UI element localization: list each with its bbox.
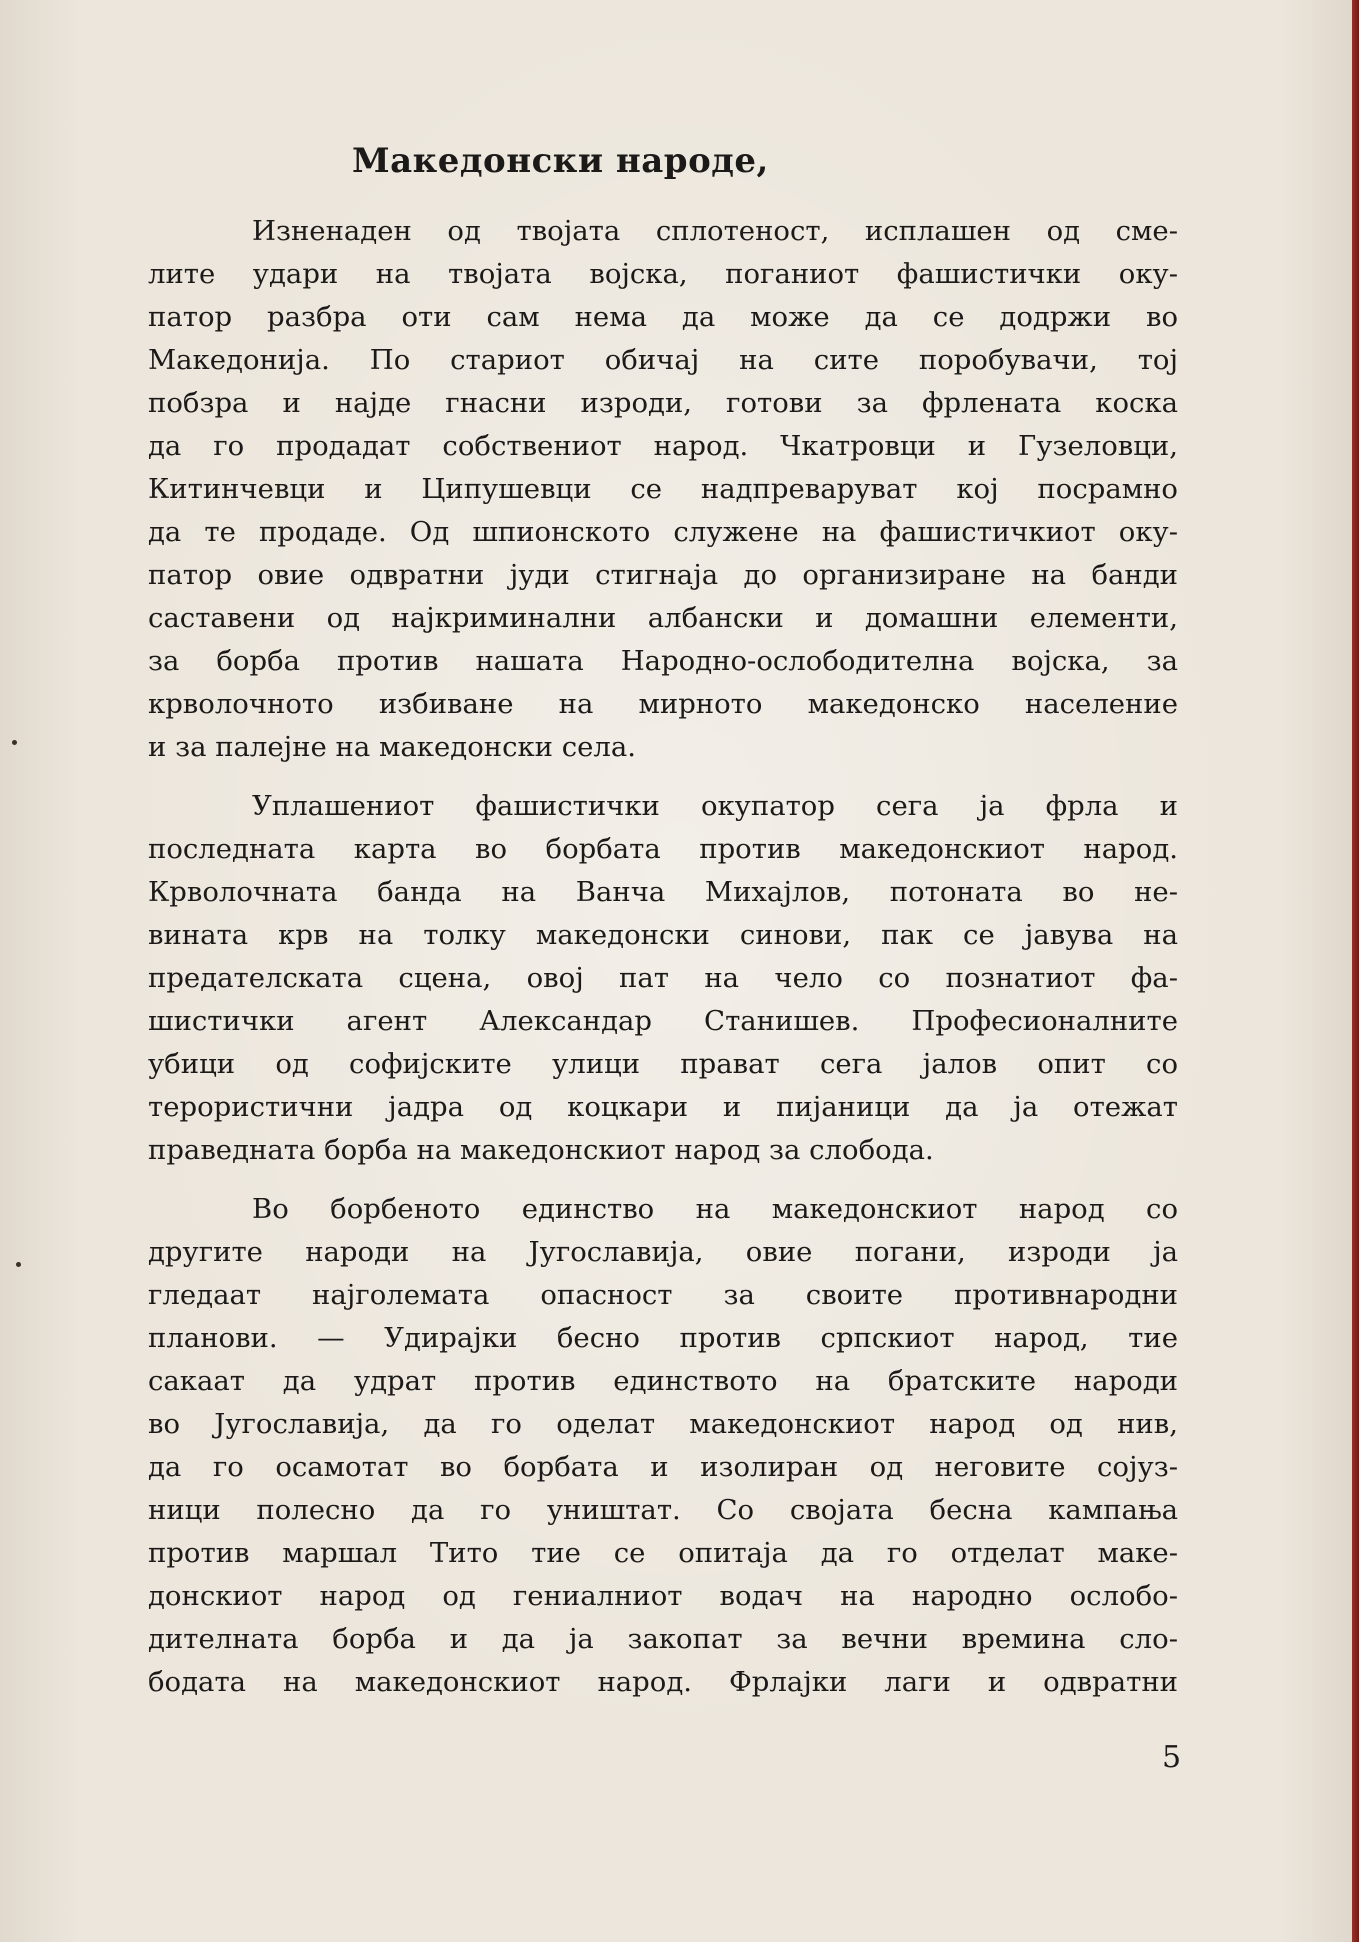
paragraph-2-line-2: последната карта во борбата против македонскиот народ.	[148, 833, 1178, 865]
paragraph-3-line-6: во Југославија, да го оделат македонскиот народ од нив,	[148, 1408, 1178, 1440]
paragraph-3-line-4: планови. — Удирајки бесно против српскиот народ, тие	[148, 1322, 1178, 1354]
page-number: 5	[1162, 1740, 1182, 1775]
paragraph-3-line-5: сакаат да удрат против единството на братските народи	[148, 1365, 1178, 1397]
paragraph-3-line-1: Во борбеното единство на македонскиот народ со	[252, 1193, 1178, 1225]
paragraph-3-line-12: бодата на македонскиот народ. Фрлајки лаги и одвратни	[148, 1666, 1178, 1698]
paragraph-1-line-3: патор разбра оти сам нема да може да се додржи во	[148, 301, 1178, 333]
paragraph-3-line-11: дителната борба и да ја закопат за вечни времина сло-	[148, 1623, 1178, 1655]
paragraph-2-line-8: терористични јадра од коцкари и пијаници да ја отежат	[148, 1091, 1178, 1123]
paragraph-1-line-10: саставени од најкриминални албански и домашни елементи,	[148, 602, 1178, 634]
paragraph-3-line-2: другите народи на Југославија, овие погани, изроди ја	[148, 1236, 1178, 1268]
page-title: Македонски народе,	[352, 141, 769, 181]
paragraph-1-line-6: да го продадат собствениот народ. Чкатровци и Гузеловци,	[148, 430, 1178, 462]
paragraph-1-line-7: Китинчевци и Ципушевци се надпреваруват кој посрамно	[148, 473, 1178, 505]
paragraph-2-line-7: убици од софијските улици прават сега јалов опит со	[148, 1048, 1178, 1080]
paragraph-gap	[148, 1172, 1178, 1188]
paper-speck	[16, 1262, 21, 1267]
paragraph-2-line-1: Уплашениот фашистички окупатор сега ја фрла и	[252, 790, 1178, 822]
paragraph-1-line-1: Изненаден од твојата сплотеност, исплашен од сме-	[252, 215, 1178, 247]
paragraph-3-line-9: против маршал Тито тие се опитаја да го отделат маке-	[148, 1537, 1178, 1569]
paragraph-1-line-5: побзра и најде гнасни изроди, готови за фрлената коска	[148, 387, 1178, 419]
page-edge	[1352, 0, 1359, 1942]
paragraph-2-line-4: вината крв на толку македонски синови, пак се јавува на	[148, 919, 1178, 951]
paragraph-2-line-6: шистички агент Александар Станишев. Професионалните	[148, 1005, 1178, 1037]
paragraph-1-line-13: и за палејне на македонски села.	[148, 731, 637, 763]
paragraph-3-line-3: гледаат најголемата опасност за своите противнародни	[148, 1279, 1178, 1311]
paper-speck	[12, 740, 17, 745]
paragraph-2-line-9: праведната борба на македонскиот народ за слобода.	[148, 1134, 934, 1166]
paragraph-1-line-2: лите удари на твојата војска, поганиот фашистички оку-	[148, 258, 1178, 290]
paragraph-1-line-4: Македонија. По стариот обичај на сите поробувачи, тој	[148, 344, 1178, 376]
paragraph-3-line-7: да го осамотат во борбата и изолиран од неговите сојуз-	[148, 1451, 1178, 1483]
paragraph-3-line-8: ници полесно да го уништат. Со својата бесна кампања	[148, 1494, 1178, 1526]
paragraph-2-line-3: Крволочната банда на Ванча Михајлов, потоната во не-	[148, 876, 1178, 908]
paragraph-1-line-9: патор овие одвратни јуди стигнаја до организиране на банди	[148, 559, 1178, 591]
body-text	[148, 210, 1178, 1704]
paragraph-2-line-5: предателската сцена, овој пат на чело со познатиот фа-	[148, 962, 1178, 994]
paragraph-3-line-10: донскиот народ од гениалниот водач на народно ослобо-	[148, 1580, 1178, 1612]
paragraph-gap	[148, 769, 1178, 785]
paragraph-1-line-8: да те продаде. Од шпионското служене на фашистичкиот оку-	[148, 516, 1178, 548]
paragraph-1-line-11: за борба против нашата Народно-ослободителна војска, за	[148, 645, 1178, 677]
paragraph-1-line-12: крволочното избиване на мирното македонско население	[148, 688, 1178, 720]
